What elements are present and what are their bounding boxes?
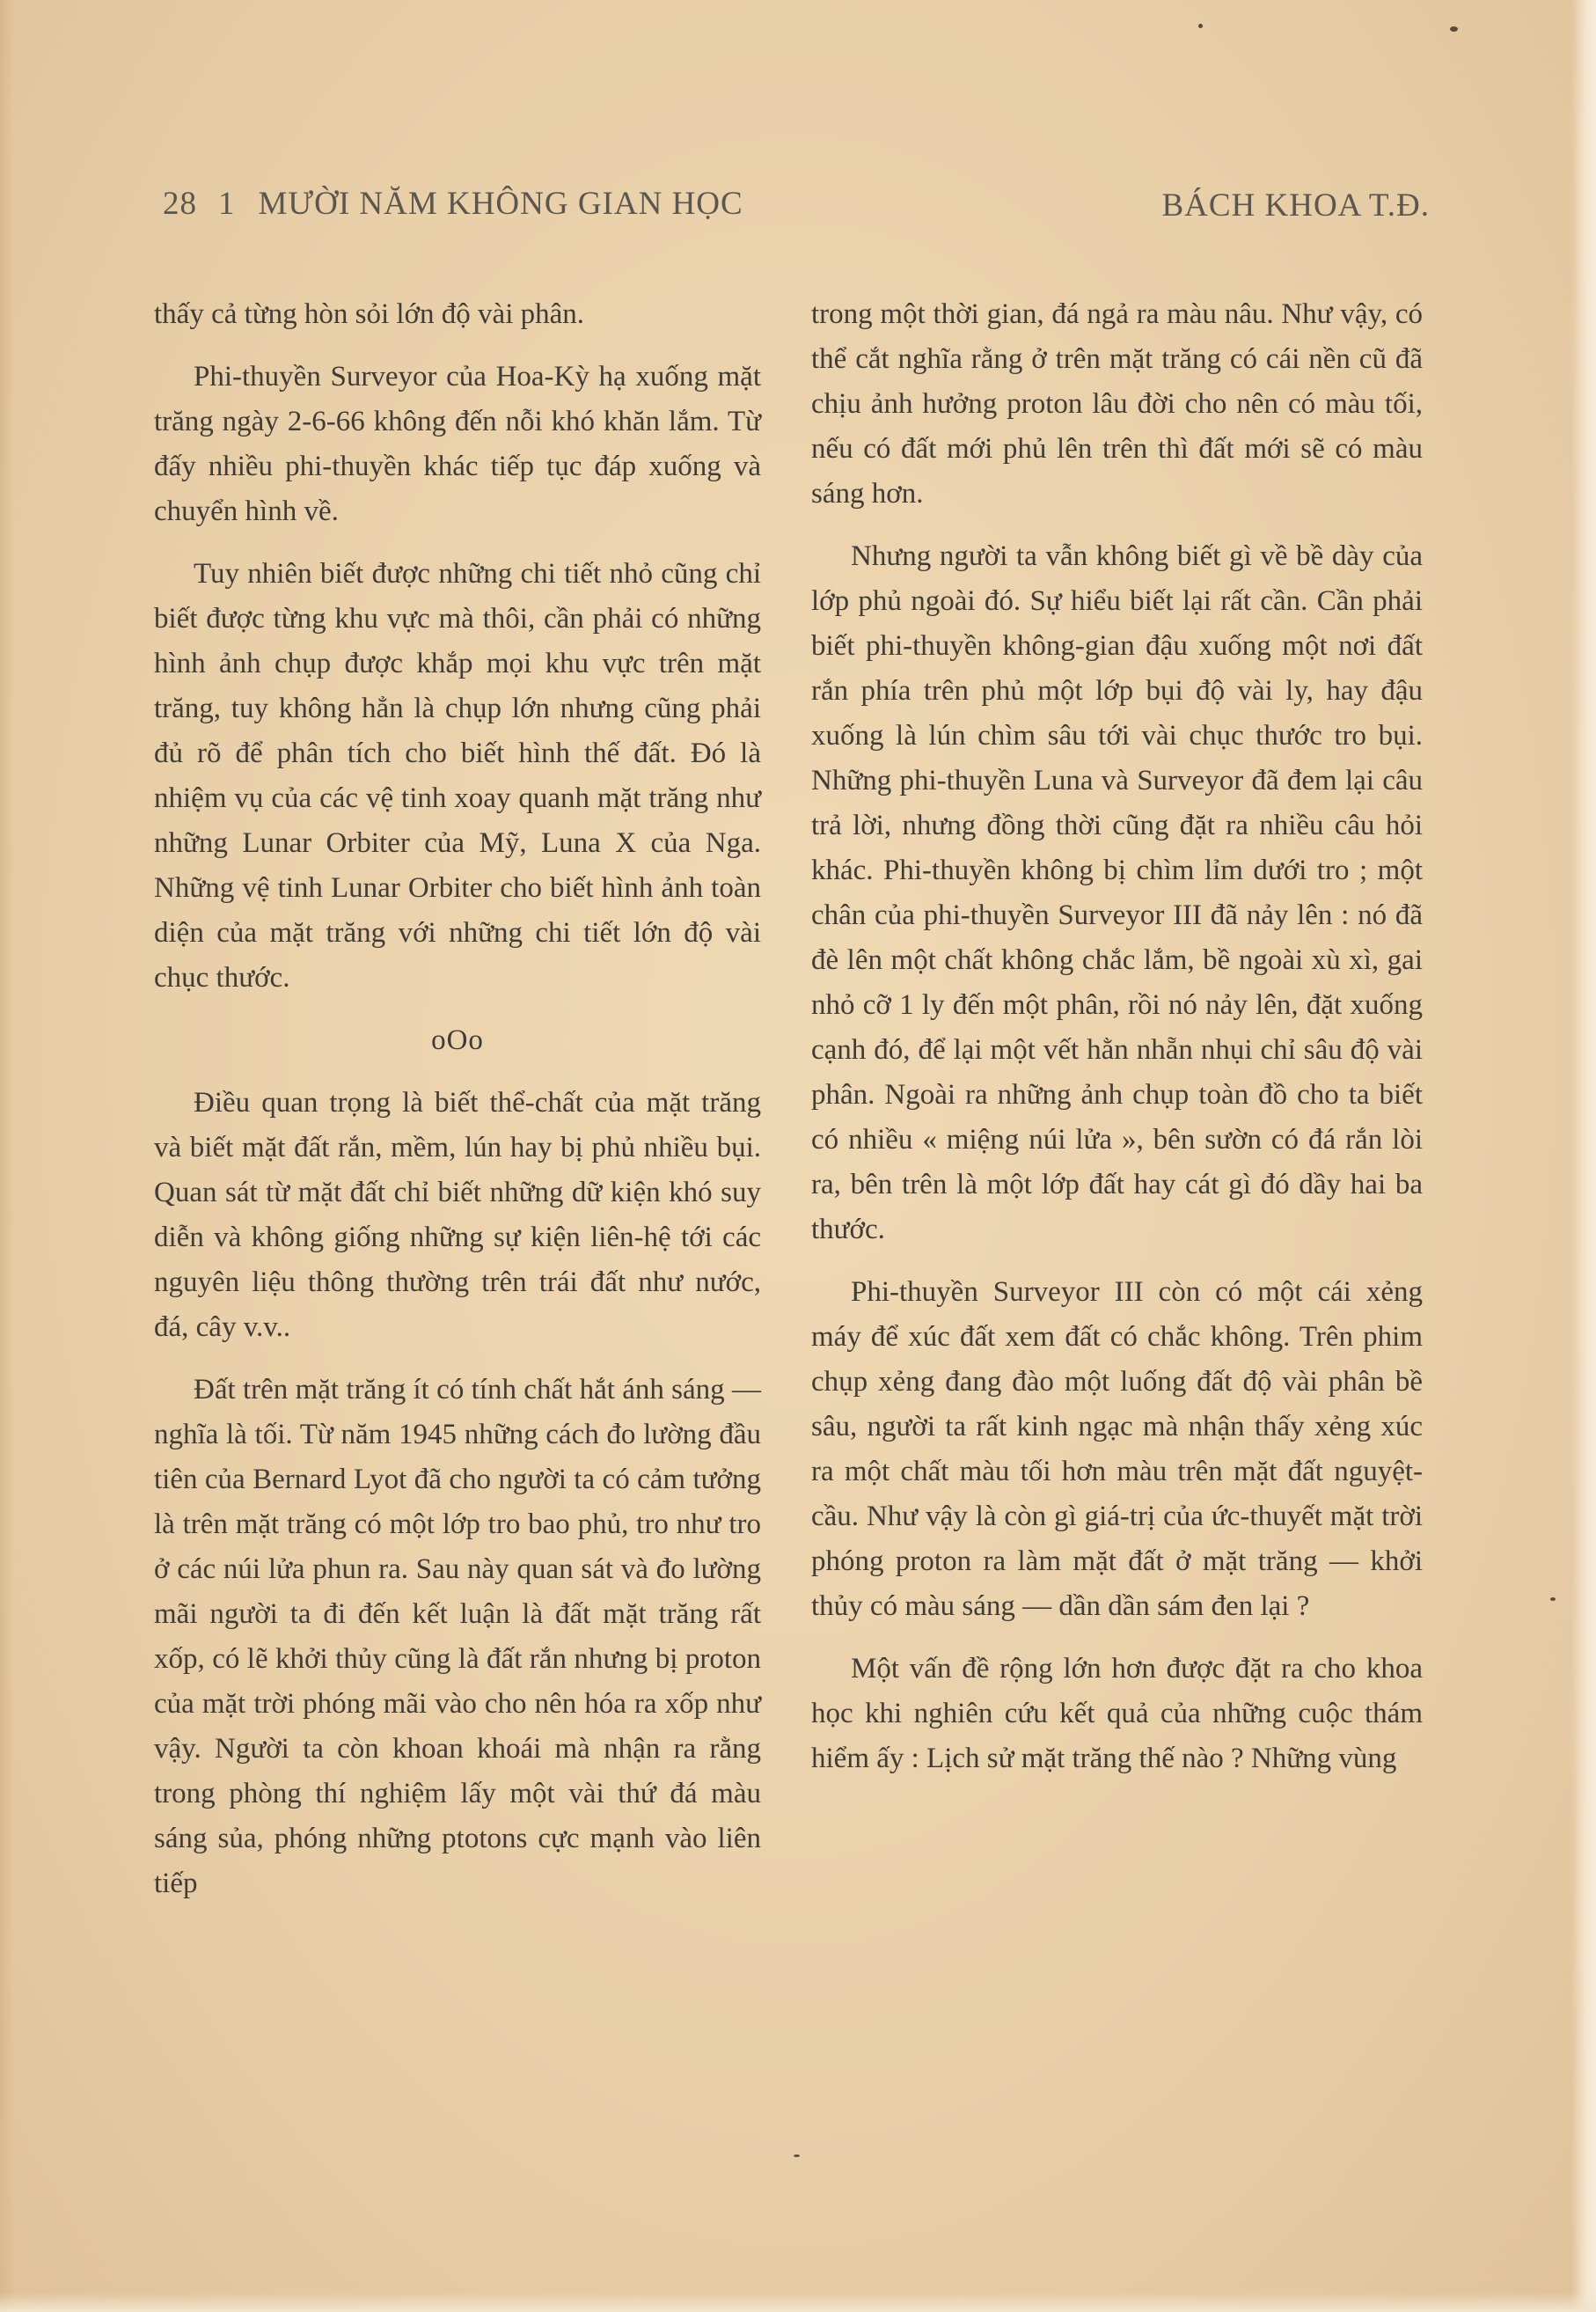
section-separator: oOo [431,1024,484,1056]
paragraph: Phi-thuyền Surveyor III còn có một cái xẻng máy để xúc đất xem đất có chắc không. Trên phim chụp xẻng đang đào một luống đất độ vài phân bề sâu, người ta rất kinh ngạc mà nhận thấy xẻng xúc ra một chất màu tối hơn màu trên mặt đất nguyệt-cầu. Như vậy là còn gì giá-trị của ức-thuyết mặt trời phóng proton ra làm mặt đất ở mặt trăng — khởi thủy có màu sáng — dần dần sám đen lại ? [811,1276,1423,1622]
paragraph: Điều quan trọng là biết thể-chất của mặt trăng và biết mặt đất rắn, mềm, lún hay bị phủ nhiều bụi. Quan sát từ mặt đất chỉ biết những dữ kiện khó suy diễn và không giống những sự kiện liên-hệ tới các nguyên liệu thông thường trên trái đất như nước, đá, cây v.v.. [154,1087,761,1343]
paragraph: Một vấn đề rộng lớn hơn được đặt ra cho khoa học khi nghiên cứu kết quả của những cuộc thám hiểm ấy : Lịch sử mặt trăng thế nào ? Những vùng [811,1653,1423,1774]
header-left [163,185,743,223]
paragraph: Đất trên mặt trăng ít có tính chất hắt ánh sáng — nghĩa là tối. Từ năm 1945 những cách đo lường đầu tiên của Bernard Lyot đã cho người ta có cảm tưởng là trên mặt trăng có một lớp tro bao phủ, tro như tro ở các núi lửa phun ra. Sau này quan sát và đo lường mãi người ta đi đến kết luận là đất mặt trăng rất xốp, có lẽ khởi thủy cũng là đất rắn nhưng bị proton của mặt trời phóng mãi vào cho nên hóa ra xốp như vậy. Người ta còn khoan khoái mà nhận ra rằng trong phòng thí nghiệm lấy một vài thứ đá màu sáng sủa, phóng những ptotons cực mạnh vào liên tiếp [154,1374,761,1899]
page-edge-right [1571,0,1596,2312]
section-title: MƯỜI NĂM KHÔNG GIAN HỌC [258,186,743,222]
paragraph: Tuy nhiên biết được những chi tiết nhỏ cũng chỉ biết được từng khu vực mà thôi, cần phải có những hình ảnh chụp được khắp mọi khu vực trên mặt trăng, tuy không hẳn là chụp lớn nhưng cũng phải đủ rõ để phân tích cho biết hình thế đất. Đó là nhiệm vụ của các vệ tinh xoay quanh mặt trăng như những Lunar Orbiter của Mỹ, Luna X của Nga. Những vệ tinh Lunar Orbiter cho biết hình ảnh toàn diện của mặt trăng với những chi tiết lớn độ vài chục thước. [154,558,761,994]
paper-speck [794,2154,800,2157]
page-edge-bottom [0,2293,1596,2312]
paper-speck [1550,1597,1556,1601]
right-column [811,292,1423,1799]
page-number: 28 [163,186,197,222]
paragraph: Phi-thuyền Surveyor của Hoa-Kỳ hạ xuống mặt trăng ngày 2-6-66 không đến nỗi khó khăn lắm. Từ đấy nhiều phi-thuyền khác tiếp tục đáp xuống và chuyển hình về. [154,361,761,527]
running-header [163,185,1430,238]
paper-speck [1450,26,1458,32]
paragraph: thấy cả từng hòn sỏi lớn độ vài phân. [154,298,585,330]
paper-speck [1198,24,1203,28]
page-edge-left [0,0,14,2312]
paragraph: Nhưng người ta vẫn không biết gì về bề dày của lớp phủ ngoài đó. Sự hiểu biết lại rất cần. Cần phải biết phi-thuyền không-gian đậu xuống một nơi đất rắn phía trên phủ một lớp bụi độ vài ly, hay đậu xuống là lún chìm sâu tới vài chục thước tro bụi. Những phi-thuyền Luna và Surveyor đã đem lại câu trả lời, nhưng đồng thời cũng đặt ra nhiều câu hỏi khác. Phi-thuyền không bị chìm lỉm dưới tro ; một chân của phi-thuyền Surveyor III đã nảy lên : nó đã đè lên một chất không chắc lắm, bề ngoài xù xì, gai nhỏ cỡ 1 ly đến một phân, rồi nó nảy lên, đặt xuống cạnh đó, để lại một vết hằn nhẵn nhụi chỉ sâu độ vài phân. Ngoài ra những ảnh chụp toàn đồ cho ta biết có nhiều « miệng núi lửa », bên sườn có đá rắn lòi ra, bên trên là một lớp đất hay cát gì đó dầy hai ba thước. [811,540,1423,1245]
header-separator: 1 [218,186,236,222]
paragraph: trong một thời gian, đá ngả ra màu nâu. Như vậy, có thể cắt nghĩa rằng ở trên mặt trăng có cái nền cũ đã chịu ảnh hưởng proton lâu đời cho nên có màu tối, nếu có đất mới phủ lên trên thì đất mới sẽ có màu sáng hơn. [811,298,1423,510]
left-column [154,292,761,1924]
publication-name: BÁCH KHOA T.Đ. [1161,187,1430,224]
